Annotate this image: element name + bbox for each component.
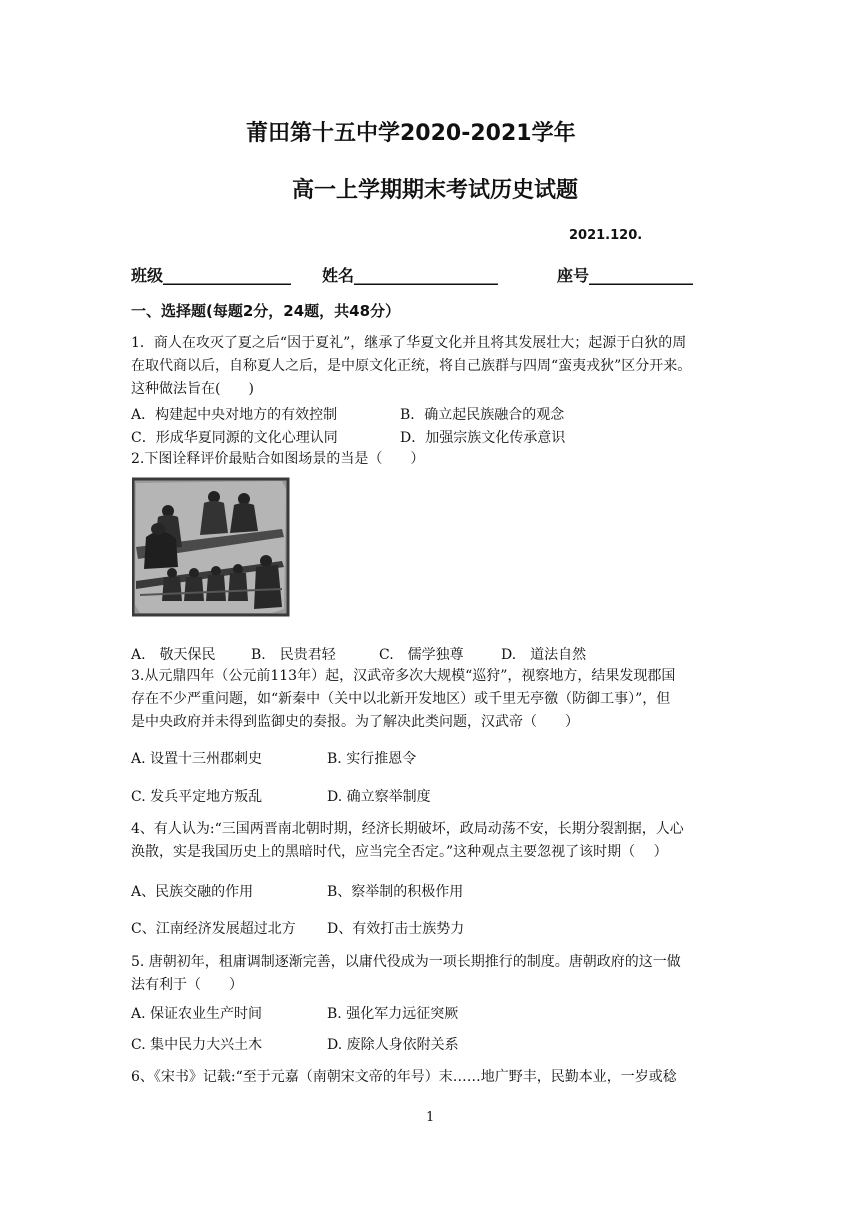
- section-title: 一、选择题(每题2分，24题，共48分）: [131, 302, 401, 320]
- q1-line-3: 这种做法旨在( ): [131, 381, 254, 397]
- q5-option-b: B. 强化军力远征突厥: [327, 1006, 459, 1022]
- q3-line-2: 存在不少严重问题，如“新秦中（关中以北新开发地区）或千里无亭徼（防御工事）”，但: [131, 691, 671, 707]
- q5-option-a: A. 保证农业生产时间: [131, 1006, 263, 1022]
- q2-option-a: A. 敬天保民: [131, 647, 216, 663]
- q2-option-c: C. 儒学独尊: [379, 647, 464, 663]
- q1-option-c: C．形成华夏同源的文化心理认同: [131, 430, 338, 446]
- q1-option-b: B．确立起民族融合的观念: [400, 407, 565, 423]
- q3-option-b: B. 实行推恩令: [327, 751, 417, 767]
- name-field-label: 姓名__________________: [322, 266, 499, 285]
- q3-option-c: C. 发兵平定地方叛乱: [131, 789, 263, 805]
- q4-line-1: 4、有人认为:“三国两晋南北朝时期，经济长期破坏，政局动荡不安，长期分裂割据，人心: [131, 821, 684, 837]
- title-line-1: 莆田第十五中学2020-2021学年: [246, 121, 576, 146]
- title-line-2: 高一上学期期末考试历史试题: [292, 178, 579, 203]
- q1-line-2: 在取代商以后，自称夏人之后，是中原文化正统，将自己族群与四周“蛮夷戎狄”区分开来。: [131, 358, 692, 374]
- q3-option-a: A. 设置十三州郡刺史: [131, 751, 263, 767]
- q3-option-d: D. 确立察举制度: [327, 789, 431, 805]
- q4-option-c: C、江南经济发展超过北方: [131, 921, 296, 937]
- q2-line-1: 2.下图诠释评价最贴合如图场景的当是（ ）: [131, 451, 425, 467]
- q5-line-2: 法有利于（ ）: [131, 977, 243, 993]
- q2-option-b: B. 民贵君轻: [251, 647, 336, 663]
- q4-option-b: B、察举制的积极作用: [327, 884, 464, 900]
- page-number: 1: [426, 1110, 435, 1125]
- q5-option-d: D. 废除人身依附关系: [327, 1037, 459, 1053]
- class-field-label: 班级________________: [131, 266, 292, 285]
- q3-line-3: 是中央政府并未得到监御史的奏报。为了解决此类问题，汉武帝（ ）: [131, 714, 579, 730]
- q5-line-1: 5. 唐朝初年，租庸调制逐渐完善，以庸代役成为一项长期推行的制度。唐朝政府的这一做: [131, 954, 681, 970]
- q1-line-1: 1．商人在攻灭了夏之后“因于夏礼”，继承了华夏文化并且将其发展壮大；起源于白狄的周: [131, 335, 687, 351]
- exam-date: 2021.120.: [569, 228, 643, 243]
- q4-option-d: D、有效打击士族势力: [327, 921, 465, 937]
- q4-line-2: 涣散，实是我国历史上的黑暗时代，应当完全否定。”这种观点主要忽视了该时期（ ）: [131, 844, 668, 860]
- q6-line-1: 6、《宋书》记载:“至于元嘉（南朝宋文帝的年号）末……地广野丰，民勤本业，一岁或稔: [131, 1069, 677, 1085]
- stone-relief-image: [132, 477, 290, 617]
- q4-option-a: A、民族交融的作用: [131, 884, 254, 900]
- seat-field-label: 座号_____________: [557, 266, 694, 285]
- q1-option-a: A．构建起中央对地方的有效控制: [131, 407, 338, 423]
- q3-line-1: 3.从元鼎四年（公元前113年）起，汉武帝多次大规模“巡狩”，视察地方，结果发现郡国: [131, 668, 676, 684]
- q2-option-d: D. 道法自然: [501, 647, 587, 663]
- q1-option-d: D．加强宗族文化传承意识: [400, 430, 566, 446]
- q5-option-c: C. 集中民力大兴土木: [131, 1037, 263, 1053]
